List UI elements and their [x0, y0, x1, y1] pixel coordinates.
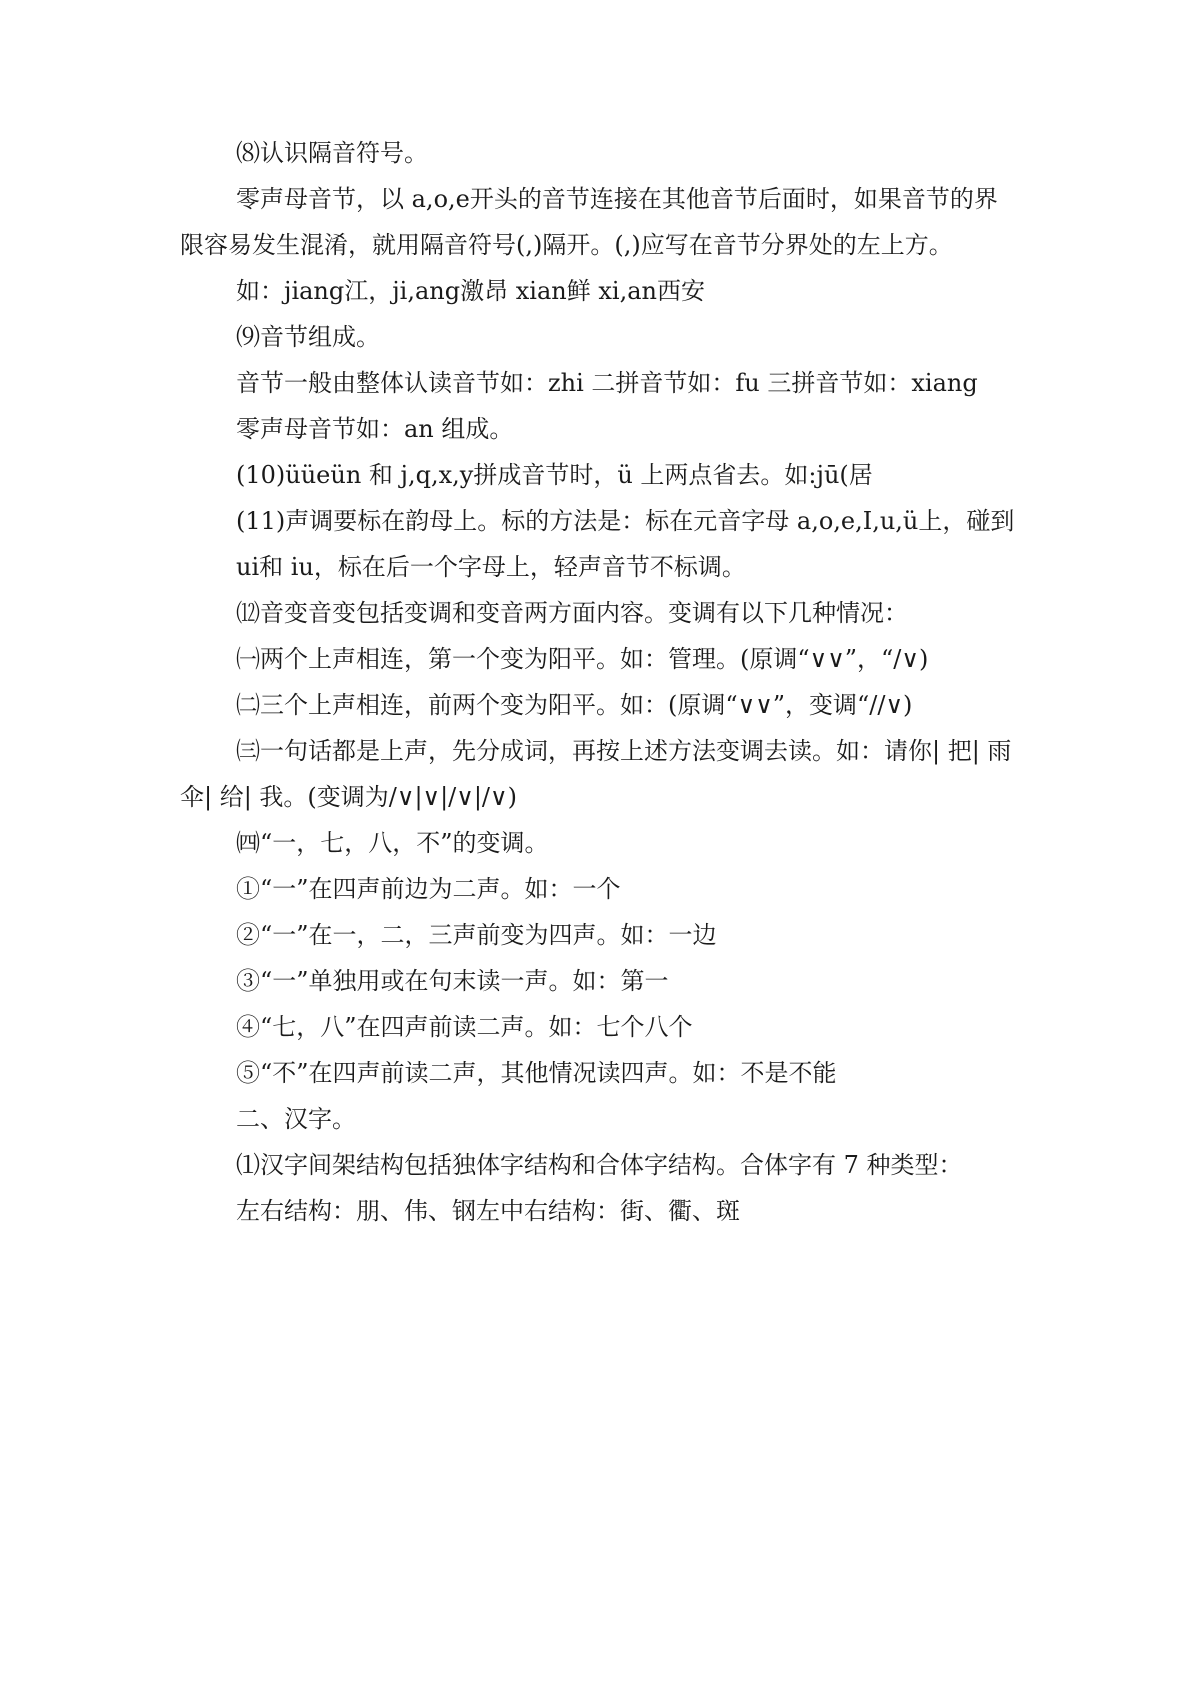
list-item-1: ①“一”在四声前边为二声。如：一个	[236, 875, 621, 903]
paragraph-hanzi-structure-examples: 左右结构：朋、伟、钢左中右结构：街、衢、斑	[236, 1197, 740, 1225]
list-item-4: ④“七，八”在四声前读二声。如：七个八个	[236, 1013, 693, 1041]
paragraph-tone-change-two: ㈠两个上声相连，第一个变为阳平。如：管理。(原调“∨∨”，“/∨)	[236, 645, 929, 673]
paragraph-hanzi-structure: ⑴汉字间架结构包括独体字结构和合体字结构。合体字有 7 种类型：	[236, 1151, 963, 1179]
paragraph-u-umlaut-rule: (10)üüeün 和 j,q,x,y拼成音节时，ü 上两点省去。如:jū(居	[236, 461, 873, 489]
paragraph-yi-qi-ba-bu-heading: ㈣“一，七，八，不”的变调。	[236, 829, 549, 857]
document-body	[180, 130, 1020, 1234]
paragraph-tone-change-heading: ⑿音变音变包括变调和变音两方面内容。变调有以下几种情况：	[236, 599, 908, 627]
paragraph-syllable-zero-initial: 零声母音节如：an 组成。	[236, 415, 514, 443]
paragraph-syllable-types: 音节一般由整体认读音节如：zhi 二拼音节如：fu 三拼音节如：xiang	[236, 369, 978, 397]
list-item-2: ②“一”在一，二，三声前变为四声。如：一边	[236, 921, 717, 949]
paragraph-tone-mark-ui-iu: ui和 iu，标在后一个字母上，轻声音节不标调。	[236, 553, 746, 581]
paragraph-tone-mark-rule: (11)声调要标在韵母上。标的方法是：标在元音字母 a,o,e,I,u,ü上，碰到	[236, 507, 1015, 535]
paragraph-syllable-heading: ⑼音节组成。	[236, 323, 380, 351]
paragraph-tone-change-sentence: ㈢一句话都是上声，先分成词，再按上述方法变调去读。如：请你| 把| 雨伞| 给| 我。(变调为/∨|∨|/∨|/∨)	[180, 737, 1012, 811]
paragraph-separator-example: 如：jiang江，ji,ang激昂 xian鲜 xi,an西安	[236, 277, 705, 305]
paragraph-tone-change-three: ㈡三个上声相连，前两个变为阳平。如：(原调“∨∨”，变调“//∨)	[236, 691, 913, 719]
list-item-5: ⑤“不”在四声前读二声，其他情况读四声。如：不是不能	[236, 1059, 837, 1087]
paragraph-separator-heading: ⑻认识隔音符号。	[236, 139, 428, 167]
list-item-3: ③“一”单独用或在句末读一声。如：第一	[236, 967, 669, 995]
section-heading-hanzi: 二、汉字。	[236, 1105, 356, 1133]
paragraph-separator-rule: 零声母音节，以 a,o,e开头的音节连接在其他音节后面时，如果音节的界限容易发生混淆，就用隔音符号(,)隔开。(,)应写在音节分界处的左上方。	[180, 185, 998, 259]
